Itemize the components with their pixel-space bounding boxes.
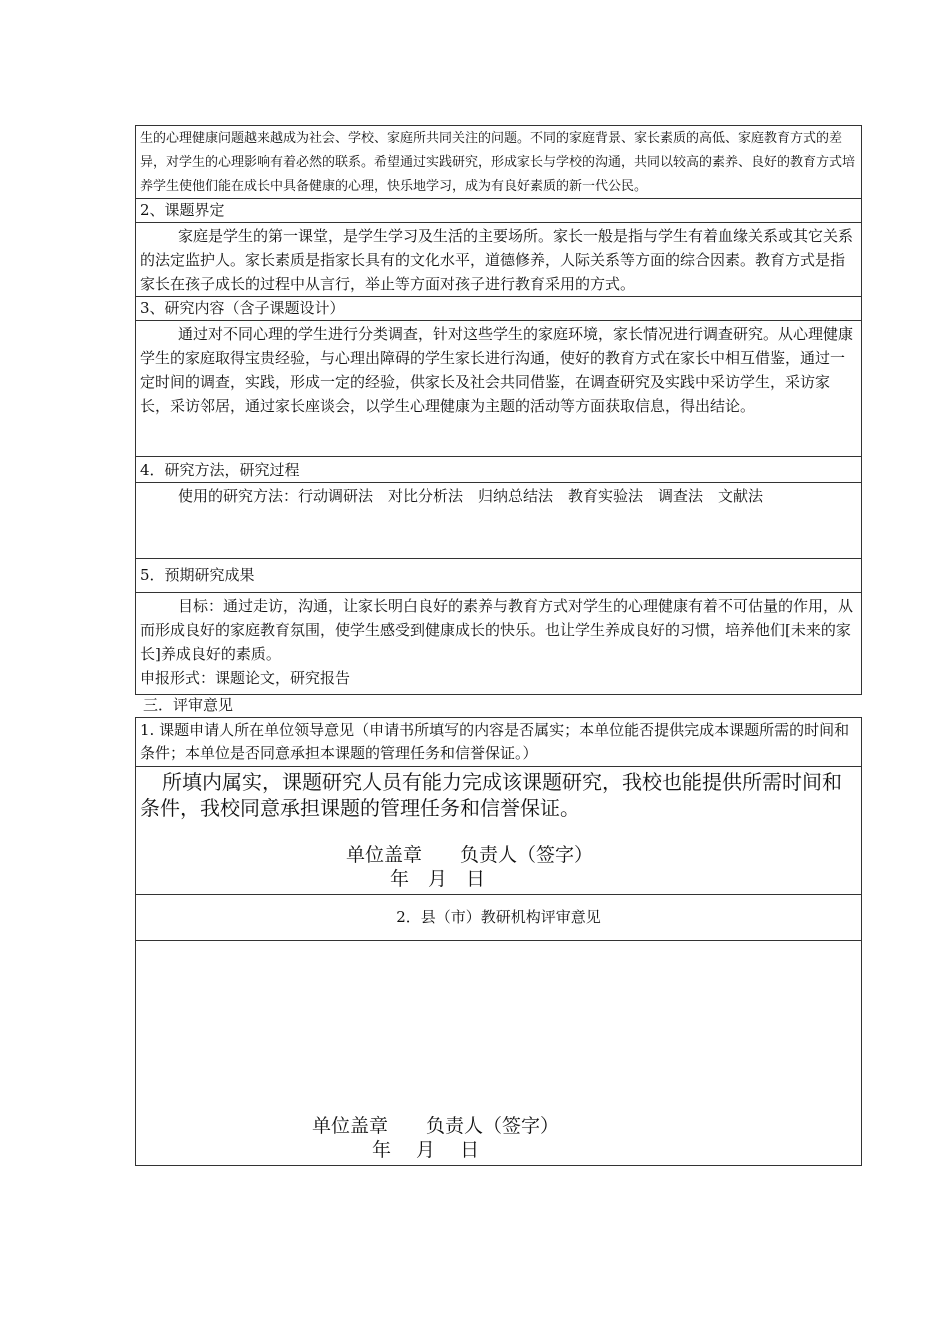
section-5-heading: 5．预期研究成果 [140, 566, 255, 584]
section-4-body-cell [135, 483, 862, 559]
review-section-heading [135, 695, 862, 717]
review-q1-cell [135, 717, 862, 767]
section-4-heading: 4．研究方法，研究过程 [140, 461, 300, 479]
section-5-heading-cell [135, 559, 862, 593]
review-q2-text: 2．县（市）教研机构评审意见 [396, 908, 601, 926]
section-4-heading-cell [135, 457, 862, 483]
section-5-body-cell [135, 593, 862, 695]
background-cell [135, 125, 862, 199]
section-2-heading: 2、课题界定 [140, 201, 225, 219]
section-4-body: 使用的研究方法：行动调研法 对比分析法 归纳总结法 教育实验法 调查法 文献法 [178, 487, 764, 505]
unit-date-line: 年 月 日 [390, 868, 486, 890]
county-signature-line: 单位盖章 负责人（签字） [312, 1115, 560, 1137]
section-5-body: 目标：通过走访，沟通，让家长明白良好的素养与教育方式对学生的心理健康有着不可估量的作用，从而形成良好的家庭教育氛围，使学生感受到健康成长的快乐。也让学生养成良好的习惯，培养他们[未来的家长]养成良好的素质。 [140, 597, 854, 663]
section-2-body-cell [135, 223, 862, 297]
section-3-heading: 3、研究内容（含子课题设计） [140, 299, 345, 317]
review-q2-cell [135, 895, 862, 941]
county-opinion-cell [135, 941, 862, 1166]
review-q1-text: 1. 课题申请人所在单位领导意见（申请书所填写的内容是否属实；本单位能否提供完成本课题所需的时间和条件；本单位是否同意承担本课题的管理任务和信誉保证。） [140, 721, 850, 762]
section-3-heading-cell [135, 297, 862, 321]
section-3-body: 通过对不同心理的学生进行分类调查，针对这些学生的家庭环境，家长情况进行调查研究。从心理健康学生的家庭取得宝贵经验，与心理出障碍的学生家长进行沟通，使好的教育方式在家长中相互借鉴，通过一定时间的调查，实践，形成一定的经验，供家长及社会共同借鉴，在调查研究及实践中采访学生，采访家长，采访邻居，通过家长座谈会，以学生心理健康为主题的活动等方面获取信息，得出结论。 [140, 325, 854, 415]
unit-opinion-cell [135, 767, 862, 895]
review-heading-text: 三．评审意见 [143, 696, 234, 714]
section-3-body-cell [135, 321, 862, 457]
submission-form: 申报形式：课题论文，研究报告 [140, 669, 351, 687]
section-2-body: 家庭是学生的第一课堂，是学生学习及生活的主要场所。家长一般是指与学生有着血缘关系或其它关系的法定监护人。家长素质是指家长具有的文化水平，道德修养，人际关系等方面的综合因素。教育方式是指家长在孩子成长的过程中从言行，举止等方面对孩子进行教育采用的方式。 [140, 227, 854, 293]
unit-opinion-text: 所填内属实，课题研究人员有能力完成该课题研究，我校也能提供所需时间和条件，我校同意承担课题的管理任务和信誉保证。 [140, 770, 842, 820]
unit-signature-line: 单位盖章 负责人（签字） [346, 844, 594, 866]
application-form-table [135, 125, 862, 1166]
section-2-heading-cell [135, 199, 862, 223]
county-date-line: 年 月 日 [372, 1139, 480, 1161]
background-text: 生的心理健康问题越来越成为社会、学校、家庭所共同关注的问题。不同的家庭背景、家长素质的高低、家庭教育方式的差异，对学生的心理影响有着必然的联系。希望通过实践研究，形成家长与学校的沟通，共同以较高的素养、良好的教育方式培养学生使他们能在成长中具备健康的心理，快乐地学习，成为有良好素质的新一代公民。 [140, 131, 856, 194]
